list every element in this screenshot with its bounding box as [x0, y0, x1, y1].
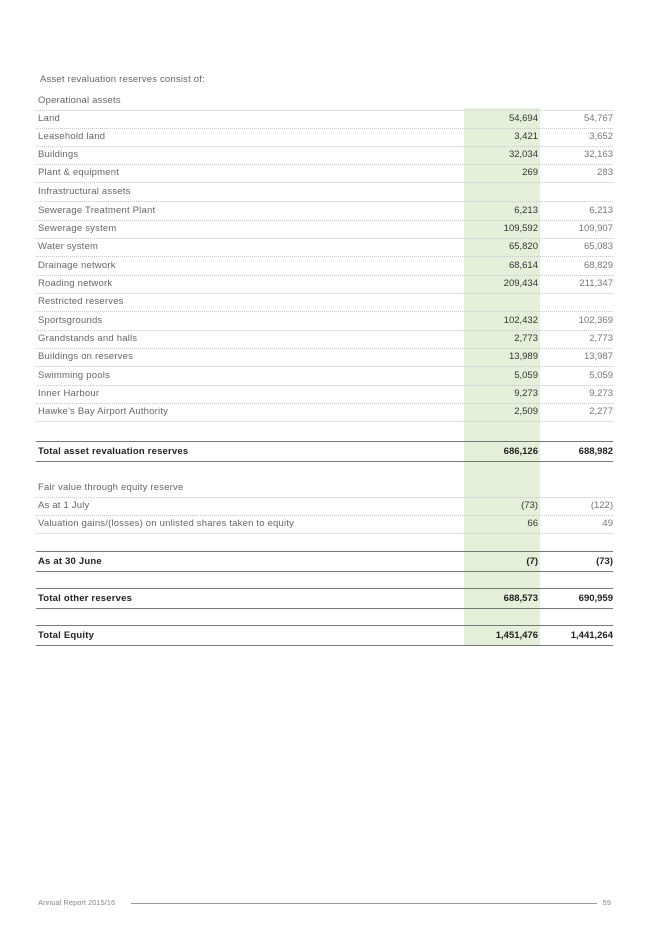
table-row	[36, 238, 613, 257]
prior-year-value: 13,987	[583, 351, 613, 362]
prior-year-value: 2,277	[589, 406, 613, 417]
current-year-value: 2,509	[514, 406, 538, 417]
prior-year-value: 688,982	[578, 446, 613, 457]
current-year-value: 109,592	[503, 223, 538, 234]
page-number: 59	[602, 898, 611, 907]
table-row	[36, 110, 613, 129]
current-year-value: 209,434	[503, 278, 538, 289]
prior-year-value: 6,213	[589, 205, 613, 216]
as-at-30-june-row	[36, 551, 613, 572]
prior-year-value: 690,959	[578, 593, 613, 604]
prior-year-value: 5,059	[589, 370, 613, 381]
prior-year-value: 109,907	[578, 223, 613, 234]
table-row	[36, 312, 613, 331]
row-label: Buildings on reserves	[38, 351, 134, 362]
current-year-value: 2,773	[514, 333, 538, 344]
table-row	[36, 164, 613, 183]
prior-year-value: 102,369	[578, 315, 613, 326]
current-year-value: 3,421	[514, 131, 538, 142]
row-label: Swimming pools	[38, 370, 110, 381]
current-year-value: 6,213	[514, 205, 538, 216]
table-row	[36, 403, 613, 422]
current-year-value: 32,034	[508, 149, 538, 160]
current-year-value: (73)	[521, 500, 538, 511]
row-label: Sportsgrounds	[38, 315, 103, 326]
current-year-value: 1,451,476	[495, 630, 538, 641]
current-year-value: 686,126	[503, 446, 538, 457]
current-year-value: 13,989	[508, 351, 538, 362]
table-row	[36, 497, 613, 516]
row-label: Roading network	[38, 278, 113, 289]
current-year-value: 269	[522, 167, 538, 178]
section-heading-operational	[36, 92, 613, 111]
current-year-value: 5,059	[514, 370, 538, 381]
prior-year-value: 1,441,264	[570, 630, 613, 641]
current-year-value: 65,820	[508, 241, 538, 252]
prior-year-value: (73)	[596, 556, 613, 567]
intro-text: Asset revaluation reserves consist of:	[40, 74, 205, 85]
prior-year-value: 3,652	[589, 131, 613, 142]
current-year-value: 68,614	[508, 260, 538, 271]
total-asset-revaluation-row	[36, 441, 613, 462]
row-label: As at 1 July	[38, 500, 90, 511]
current-year-value: (7)	[526, 556, 538, 567]
table-row	[36, 146, 613, 165]
prior-year-value: (122)	[590, 500, 613, 511]
row-label: Restricted reserves	[38, 296, 124, 307]
row-label: Fair value through equity reserve	[38, 482, 184, 493]
row-label: Water system	[38, 241, 99, 252]
prior-year-value: 283	[597, 167, 613, 178]
table-row	[36, 385, 613, 404]
table-row	[36, 515, 613, 534]
total-other-reserves-row	[36, 588, 613, 609]
table-row	[36, 275, 613, 294]
page-footer	[36, 898, 613, 910]
row-label: Drainage network	[38, 260, 116, 271]
row-label: Sewerage system	[38, 223, 117, 234]
row-label: Land	[38, 113, 60, 124]
row-label: Hawke's Bay Airport Authority	[38, 406, 169, 417]
row-label: Leasehold land	[38, 131, 106, 142]
prior-year-value: 49	[602, 518, 613, 529]
prior-year-value: 9,273	[589, 388, 613, 399]
current-year-value: 66	[527, 518, 538, 529]
row-label: Grandstands and halls	[38, 333, 138, 344]
prior-year-value: 68,829	[583, 260, 613, 271]
current-year-value: 102,432	[503, 315, 538, 326]
section-heading-restricted	[36, 293, 613, 312]
table-row	[36, 220, 613, 239]
table-row	[36, 257, 613, 276]
row-label: As at 30 June	[38, 556, 102, 567]
prior-year-value: 211,347	[579, 278, 613, 289]
row-label: Valuation gains/(losses) on unlisted shares taken to equity	[38, 518, 295, 529]
row-label: Plant & equipment	[38, 167, 120, 178]
table-row	[36, 202, 613, 221]
current-year-value: 54,694	[508, 113, 538, 124]
row-label: Operational assets	[38, 95, 121, 106]
prior-year-value: 32,163	[583, 149, 613, 160]
row-label: Inner Harbour	[38, 388, 100, 399]
total-equity-row	[36, 625, 613, 646]
table-row	[36, 330, 613, 349]
footer-divider	[131, 903, 597, 904]
table-row	[36, 348, 613, 367]
row-label: Total other reserves	[38, 593, 133, 604]
row-label: Total asset revaluation reserves	[38, 446, 189, 457]
prior-year-value: 54,767	[583, 113, 613, 124]
row-label: Sewerage Treatment Plant	[38, 205, 156, 216]
current-year-value: 9,273	[514, 388, 538, 399]
table-row	[36, 367, 613, 386]
table-row	[36, 128, 613, 147]
prior-year-value: 2,773	[589, 333, 613, 344]
section-heading-infrastructural	[36, 183, 613, 202]
current-year-value: 688,573	[503, 593, 538, 604]
row-label: Total Equity	[38, 630, 95, 641]
row-label: Buildings	[38, 149, 79, 160]
row-label: Infrastructural assets	[38, 186, 131, 197]
prior-year-value: 65,083	[583, 241, 613, 252]
section-heading-fair-value	[36, 479, 613, 498]
footer-report-title: Annual Report 2015/16	[38, 898, 116, 907]
